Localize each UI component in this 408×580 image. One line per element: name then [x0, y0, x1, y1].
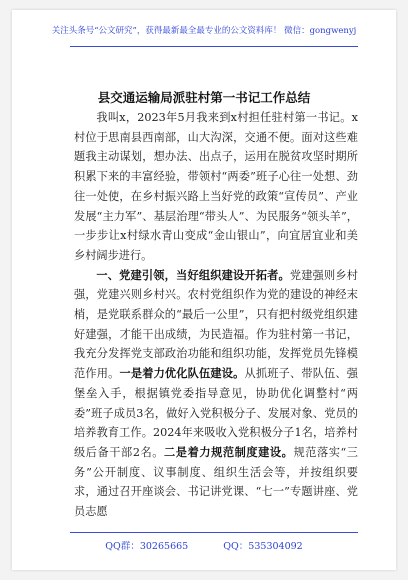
subheading-system: 二是着力规范制度建设。	[164, 444, 294, 459]
footer	[12, 538, 396, 552]
header-banner: 关注头条号“公文研究”，获得最新最全最专业的公文资料库！ 微信：gongwenyj	[51, 26, 357, 36]
document-body	[74, 108, 358, 522]
footer-qq-group: QQ群：30265665	[105, 541, 189, 552]
subheading-team: 一是着力优化队伍建设。	[119, 366, 245, 381]
document-page	[12, 10, 396, 570]
paragraph-text: 规范落实“三务”公开制度、议事制度、组织生活会等，并按组织要求，通过召开座谈会、书记讲党课、“七一”专题讲座、党员志愿	[74, 445, 358, 519]
footer-qq: QQ：535304092	[223, 541, 303, 552]
footer-divider	[70, 532, 358, 533]
document-title: 县交通运输局派驻村第一书记工作总结	[97, 90, 311, 105]
paragraph-party-building	[74, 266, 358, 522]
paragraph-intro: 我叫x，2023年5月我来到x村担任驻村第一书记。x村位于思南县西南部，山大沟深，交通不便。面对这些难题我主动谋划，想办法、出点子，运用在脱贫攻坚时期所积累下来的丰富经验，带领村“两委”班子心往一处想、劲往一处使，在乡村振兴路上当好党的政策“宣传员”、产业发展“主力军”、基层治理“带头人”、为民服务“领头羊”，一步步让x村绿水青山变成“金山银山”，向宜居宜业和美乡村阔步进行。	[74, 111, 358, 262]
paragraph-text: 党建强则乡村强，党建兴则乡村兴。农村党组织作为党的建设的神经末梢，是党联系群众的“最后一公里”，只有把村级党组织建好建强，才能干出成绩，为民造福。作为驻村第一书记，我充分发挥党支部政治功能和组织功能，发挥党员先锋模范作用。	[74, 268, 358, 381]
header-divider	[70, 46, 358, 47]
paragraph-text: 从抓班子、带队伍、强堡垒入手，根据镇党委指导意见，协助优化调整村“两委”班子成员3名，做好入党积极分子、发展对象、党员的培养教育工作。2024年来吸收入党积极分子1名，培养村级后备干部2名。	[74, 367, 358, 459]
section-heading: 一、党建引领，当好组织建设开拓者。	[96, 267, 290, 282]
